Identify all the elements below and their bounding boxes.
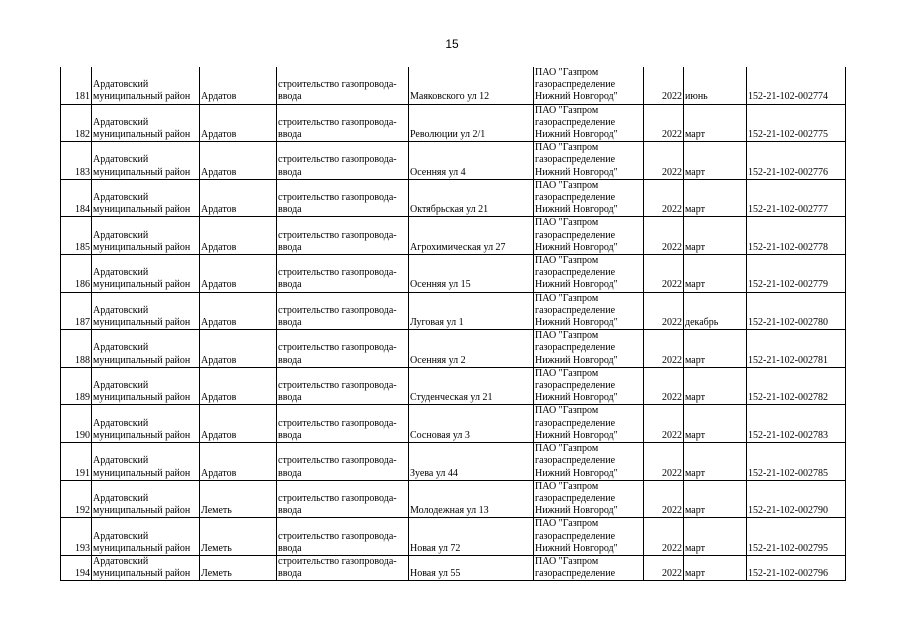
row-number: 182 [61, 104, 92, 142]
locality-cell: Ардатов [200, 405, 277, 443]
organization-cell-line: газораспределение [535, 380, 616, 392]
month-cell: март [684, 104, 747, 142]
row-number: 186 [61, 255, 92, 293]
district-cell [92, 104, 200, 142]
page-number: 15 [445, 37, 459, 51]
district-cell [92, 443, 200, 481]
locality-cell: Леметь [200, 518, 277, 556]
district-cell [92, 555, 200, 580]
table-row [61, 367, 846, 405]
year-cell: 2022 [644, 292, 684, 330]
month-cell: март [684, 555, 747, 580]
month-cell: март [684, 405, 747, 443]
month-cell: июнь [684, 67, 747, 104]
work-type-cell [277, 292, 409, 330]
registry-code-cell: 152-21-102-002775 [747, 104, 846, 142]
organization-cell-line: Нижний Новгород" [535, 392, 618, 404]
district-cell [92, 255, 200, 293]
organization-cell-line: ПАО "Газпром [535, 480, 599, 492]
organization-cell-line: газораспределение [535, 530, 616, 542]
organization-cell-line: ПАО "Газпром [535, 367, 599, 379]
year-cell: 2022 [644, 480, 684, 518]
table-row [61, 443, 846, 481]
work-type-cell [277, 330, 409, 368]
registry-code-cell: 152-21-102-002774 [747, 67, 846, 104]
organization-cell-line: газораспределение [535, 455, 616, 467]
district-cell [92, 179, 200, 217]
table-row [61, 480, 846, 518]
locality-cell: Ардатов [200, 142, 277, 180]
row-number: 187 [61, 292, 92, 330]
year-cell: 2022 [644, 255, 684, 293]
district-cell-line: муниципальный район [93, 568, 191, 580]
district-cell [92, 292, 200, 330]
organization-cell [534, 217, 644, 255]
district-cell-line: муниципальный район [93, 129, 191, 141]
table-row [61, 555, 846, 580]
work-type-cell-line: ввода [278, 91, 302, 103]
organization-cell-line: ПАО "Газпром [535, 217, 599, 229]
district-cell-line: Ардатовский [93, 492, 149, 504]
organization-cell-line: Нижний Новгород" [535, 429, 618, 441]
work-type-cell-line: ввода [278, 166, 302, 178]
locality-cell: Леметь [200, 480, 277, 518]
work-type-cell [277, 443, 409, 481]
locality-cell: Ардатов [200, 255, 277, 293]
row-number: 190 [61, 405, 92, 443]
organization-cell-line: газораспределение [535, 116, 616, 128]
month-cell: март [684, 367, 747, 405]
address-cell: Зуева ул 44 [409, 443, 534, 481]
work-type-cell-line: ввода [278, 429, 302, 441]
work-type-cell [277, 518, 409, 556]
registry-code-cell: 152-21-102-002790 [747, 480, 846, 518]
work-type-cell-line: строительство газопровода- [278, 380, 397, 392]
row-number: 181 [61, 67, 92, 104]
work-type-cell [277, 480, 409, 518]
month-cell: март [684, 480, 747, 518]
registry-code-cell: 152-21-102-002777 [747, 179, 846, 217]
organization-cell [534, 142, 644, 180]
organization-cell [534, 480, 644, 518]
work-type-cell-line: ввода [278, 542, 302, 554]
year-cell: 2022 [644, 217, 684, 255]
district-cell-line: муниципальный район [93, 429, 191, 441]
table-row [61, 142, 846, 180]
registry-code-cell: 152-21-102-002779 [747, 255, 846, 293]
locality-cell: Ардатов [200, 443, 277, 481]
address-cell: Октябрьская ул 21 [409, 179, 534, 217]
district-cell-line: Ардатовский [93, 229, 149, 241]
district-cell-line: Ардатовский [93, 555, 149, 567]
work-type-cell [277, 555, 409, 580]
organization-cell-line: газораспределение [535, 492, 616, 504]
table-row [61, 179, 846, 217]
work-type-cell-line: строительство газопровода- [278, 455, 397, 467]
organization-cell-line: Нижний Новгород" [535, 354, 618, 366]
locality-cell: Ардатов [200, 367, 277, 405]
organization-cell [534, 67, 644, 104]
district-cell-line: муниципальный район [93, 542, 191, 554]
year-cell: 2022 [644, 405, 684, 443]
year-cell: 2022 [644, 104, 684, 142]
work-type-cell [277, 255, 409, 293]
work-type-cell-line: строительство газопровода- [278, 342, 397, 354]
organization-cell-line: газораспределение [535, 568, 616, 580]
month-cell: декабрь [684, 292, 747, 330]
work-type-cell-line: строительство газопровода- [278, 304, 397, 316]
table-row [61, 104, 846, 142]
district-cell-line: муниципальный район [93, 279, 191, 291]
locality-cell: Ардатов [200, 292, 277, 330]
work-type-cell [277, 104, 409, 142]
organization-cell-line: газораспределение [535, 304, 616, 316]
district-cell [92, 518, 200, 556]
year-cell: 2022 [644, 443, 684, 481]
district-cell-line: муниципальный район [93, 354, 191, 366]
organization-cell-line: газораспределение [535, 154, 616, 166]
year-cell: 2022 [644, 330, 684, 368]
row-number: 191 [61, 443, 92, 481]
table-row [61, 67, 846, 104]
organization-cell-line: ПАО "Газпром [535, 405, 599, 417]
work-type-cell-line: ввода [278, 204, 302, 216]
district-cell-line: муниципальный район [93, 166, 191, 178]
address-cell: Новая ул 72 [409, 518, 534, 556]
locality-cell: Ардатов [200, 330, 277, 368]
district-cell-line: муниципальный район [93, 392, 191, 404]
address-cell: Студенческая ул 21 [409, 367, 534, 405]
work-type-cell-line: ввода [278, 317, 302, 329]
work-type-cell-line: ввода [278, 467, 302, 479]
organization-cell-line: ПАО "Газпром [535, 330, 599, 342]
table-row [61, 255, 846, 293]
year-cell: 2022 [644, 555, 684, 580]
district-cell-line: муниципальный район [93, 467, 191, 479]
district-cell-line: муниципальный район [93, 204, 191, 216]
month-cell: март [684, 142, 747, 180]
work-type-cell-line: строительство газопровода- [278, 154, 397, 166]
work-type-cell-line: строительство газопровода- [278, 116, 397, 128]
organization-cell-line: Нижний Новгород" [535, 317, 618, 329]
organization-cell-line: ПАО "Газпром [535, 555, 599, 567]
organization-cell [534, 367, 644, 405]
year-cell: 2022 [644, 67, 684, 104]
organization-cell-line: ПАО "Газпром [535, 67, 599, 78]
locality-cell: Ардатов [200, 179, 277, 217]
organization-cell-line: газораспределение [535, 79, 616, 91]
address-cell: Молодежная ул 13 [409, 480, 534, 518]
registry-code-cell: 152-21-102-002796 [747, 555, 846, 580]
district-cell-line: Ардатовский [93, 455, 149, 467]
row-number: 189 [61, 367, 92, 405]
organization-cell-line: Нижний Новгород" [535, 279, 618, 291]
district-cell [92, 480, 200, 518]
organization-cell-line: Нижний Новгород" [535, 542, 618, 554]
registry-code-cell: 152-21-102-002783 [747, 405, 846, 443]
row-number: 184 [61, 179, 92, 217]
organization-cell-line: Нижний Новгород" [535, 505, 618, 517]
district-cell-line: Ардатовский [93, 267, 149, 279]
district-cell [92, 405, 200, 443]
table-row [61, 292, 846, 330]
registry-code-cell: 152-21-102-002778 [747, 217, 846, 255]
work-type-cell-line: строительство газопровода- [278, 492, 397, 504]
organization-cell-line: газораспределение [535, 417, 616, 429]
organization-cell-line: Нижний Новгород" [535, 204, 618, 216]
table-row [61, 330, 846, 368]
month-cell: март [684, 255, 747, 293]
gas-connection-table [60, 67, 846, 581]
district-cell-line: Ардатовский [93, 530, 149, 542]
organization-cell [534, 555, 644, 580]
organization-cell [534, 405, 644, 443]
address-cell: Осенняя ул 2 [409, 330, 534, 368]
work-type-cell-line: строительство газопровода- [278, 530, 397, 542]
address-cell: Маяковского ул 12 [409, 67, 534, 104]
address-cell: Новая ул 55 [409, 555, 534, 580]
address-cell: Осенняя ул 15 [409, 255, 534, 293]
year-cell: 2022 [644, 142, 684, 180]
address-cell: Сосновая ул 3 [409, 405, 534, 443]
row-number: 193 [61, 518, 92, 556]
organization-cell-line: ПАО "Газпром [535, 518, 599, 530]
organization-cell-line: газораспределение [535, 267, 616, 279]
registry-code-cell: 152-21-102-002795 [747, 518, 846, 556]
organization-cell-line: Нижний Новгород" [535, 129, 618, 141]
organization-cell [534, 443, 644, 481]
address-cell: Революции ул 2/1 [409, 104, 534, 142]
organization-cell-line: ПАО "Газпром [535, 443, 599, 455]
organization-cell-line: Нижний Новгород" [535, 467, 618, 479]
work-type-cell-line: строительство газопровода- [278, 555, 397, 567]
work-type-cell-line: ввода [278, 505, 302, 517]
district-cell-line: муниципальный район [93, 317, 191, 329]
district-cell-line: Ардатовский [93, 154, 149, 166]
work-type-cell [277, 67, 409, 104]
registry-code-cell: 152-21-102-002776 [747, 142, 846, 180]
registry-code-cell: 152-21-102-002782 [747, 367, 846, 405]
work-type-cell-line: строительство газопровода- [278, 417, 397, 429]
organization-cell [534, 179, 644, 217]
organization-cell [534, 518, 644, 556]
year-cell: 2022 [644, 179, 684, 217]
work-type-cell [277, 179, 409, 217]
organization-cell-line: ПАО "Газпром [535, 292, 599, 304]
district-cell-line: Ардатовский [93, 342, 149, 354]
registry-code-cell: 152-21-102-002780 [747, 292, 846, 330]
work-type-cell-line: строительство газопровода- [278, 229, 397, 241]
district-cell-line: Ардатовский [93, 304, 149, 316]
work-type-cell-line: ввода [278, 392, 302, 404]
work-type-cell-line: ввода [278, 241, 302, 253]
work-type-cell-line: ввода [278, 354, 302, 366]
district-cell-line: муниципальный район [93, 91, 191, 103]
work-type-cell [277, 367, 409, 405]
year-cell: 2022 [644, 367, 684, 405]
district-cell-line: Ардатовский [93, 380, 149, 392]
month-cell: март [684, 179, 747, 217]
organization-cell-line: ПАО "Газпром [535, 179, 599, 191]
organization-cell [534, 330, 644, 368]
table-row [61, 518, 846, 556]
organization-cell-line: газораспределение [535, 192, 616, 204]
district-cell-line: Ардатовский [93, 116, 149, 128]
work-type-cell [277, 217, 409, 255]
organization-cell [534, 104, 644, 142]
organization-cell-line: Нижний Новгород" [535, 91, 618, 103]
row-number: 194 [61, 555, 92, 580]
district-cell [92, 142, 200, 180]
month-cell: март [684, 217, 747, 255]
district-cell [92, 67, 200, 104]
district-cell-line: Ардатовский [93, 79, 149, 91]
month-cell: март [684, 330, 747, 368]
work-type-cell-line: строительство газопровода- [278, 79, 397, 91]
organization-cell-line: Нижний Новгород" [535, 241, 618, 253]
table-row [61, 405, 846, 443]
row-number: 185 [61, 217, 92, 255]
registry-code-cell: 152-21-102-002785 [747, 443, 846, 481]
month-cell: март [684, 443, 747, 481]
organization-cell-line: газораспределение [535, 342, 616, 354]
row-number: 192 [61, 480, 92, 518]
locality-cell: Ардатов [200, 104, 277, 142]
table-row [61, 217, 846, 255]
work-type-cell-line: строительство газопровода- [278, 192, 397, 204]
organization-cell-line: ПАО "Газпром [535, 142, 599, 154]
locality-cell: Леметь [200, 555, 277, 580]
month-cell: март [684, 518, 747, 556]
row-number: 188 [61, 330, 92, 368]
district-cell [92, 217, 200, 255]
district-cell-line: Ардатовский [93, 417, 149, 429]
registry-code-cell: 152-21-102-002781 [747, 330, 846, 368]
work-type-cell-line: ввода [278, 129, 302, 141]
work-type-cell-line: ввода [278, 568, 302, 580]
locality-cell: Ардатов [200, 217, 277, 255]
district-cell-line: муниципальный район [93, 241, 191, 253]
work-type-cell-line: ввода [278, 279, 302, 291]
district-cell [92, 367, 200, 405]
row-number: 183 [61, 142, 92, 180]
district-cell-line: Ардатовский [93, 192, 149, 204]
address-cell: Осенняя ул 4 [409, 142, 534, 180]
district-cell [92, 330, 200, 368]
organization-cell [534, 292, 644, 330]
locality-cell: Ардатов [200, 67, 277, 104]
organization-cell-line: ПАО "Газпром [535, 104, 599, 116]
district-cell-line: муниципальный район [93, 505, 191, 517]
work-type-cell [277, 142, 409, 180]
work-type-cell-line: строительство газопровода- [278, 267, 397, 279]
organization-cell-line: газораспределение [535, 229, 616, 241]
organization-cell [534, 255, 644, 293]
organization-cell-line: ПАО "Газпром [535, 255, 599, 267]
table-body [61, 67, 846, 581]
year-cell: 2022 [644, 518, 684, 556]
work-type-cell [277, 405, 409, 443]
organization-cell-line: Нижний Новгород" [535, 166, 618, 178]
address-cell: Луговая ул 1 [409, 292, 534, 330]
address-cell: Агрохимическая ул 27 [409, 217, 534, 255]
